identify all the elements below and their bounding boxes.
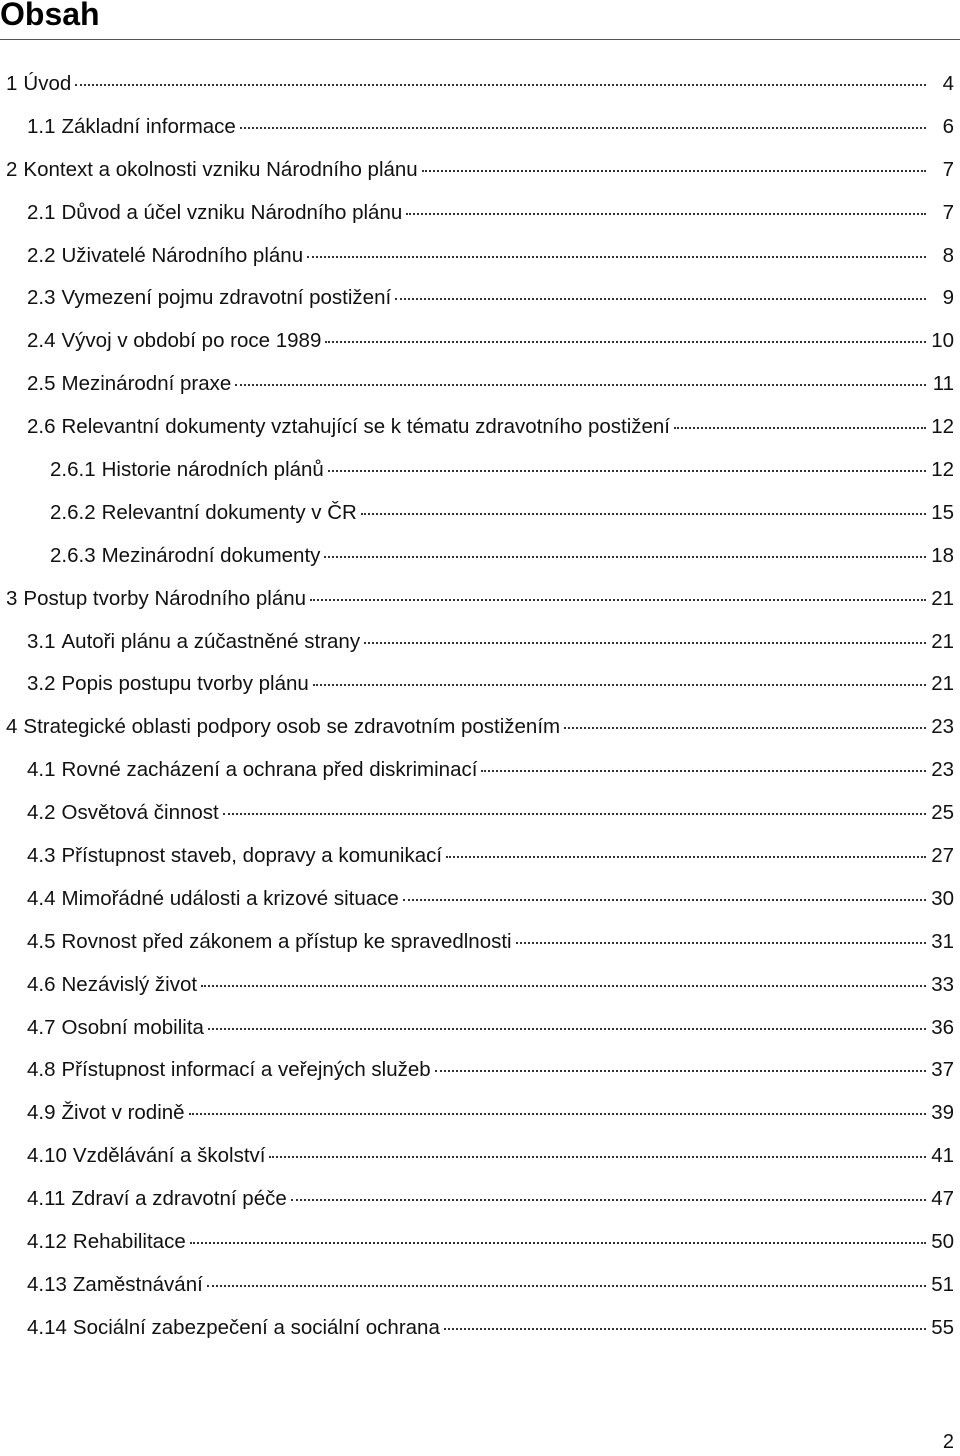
- toc-dot-leader: [564, 726, 926, 729]
- toc-entry[interactable]: [0, 406, 960, 449]
- toc-entry[interactable]: [0, 235, 960, 278]
- toc-entry-page: 12: [931, 458, 954, 482]
- toc-entry-page: 6: [942, 114, 954, 138]
- toc-entry-page: 23: [931, 758, 954, 782]
- toc-dot-leader: [422, 169, 926, 172]
- toc-entry-title: Život v rodině: [61, 1101, 185, 1125]
- toc-entry[interactable]: [0, 749, 960, 792]
- toc-entry-page: 11: [932, 372, 954, 396]
- toc-entry[interactable]: [0, 149, 960, 192]
- toc-entry-page: 21: [931, 672, 954, 696]
- toc-entry[interactable]: [0, 578, 960, 621]
- toc-entry-title: Kontext a okolnosti vzniku Národního plánu: [23, 157, 418, 181]
- toc-dot-leader: [240, 126, 926, 129]
- toc-entry-title: Úvod: [23, 72, 72, 95]
- toc-entry[interactable]: [0, 1007, 960, 1050]
- toc-dot-leader: [269, 1155, 926, 1158]
- toc-entry-title: Mezinárodní dokumenty: [101, 543, 321, 567]
- toc-entry-page: 21: [931, 586, 954, 610]
- toc-entry[interactable]: [0, 535, 960, 578]
- toc-entry-page: 9: [942, 286, 954, 310]
- toc-entry-number: 4.3: [27, 844, 56, 868]
- toc-entry[interactable]: [0, 1135, 960, 1178]
- toc-entry-number: 4.4: [27, 886, 56, 910]
- toc-entry[interactable]: [0, 192, 960, 235]
- toc-entry-number: 2.4: [27, 329, 56, 353]
- toc-entry[interactable]: [0, 1307, 960, 1350]
- toc-entry-number: 3.1: [27, 629, 56, 653]
- toc-entry-title: Zdraví a zdravotní péče: [71, 1187, 287, 1211]
- toc-dot-leader: [516, 941, 926, 944]
- toc-entry-number: 2.6.2: [50, 500, 96, 524]
- toc-entry-number: 2.6.1: [50, 458, 96, 482]
- toc-entry-page: 39: [931, 1101, 954, 1125]
- toc-entry-page: 37: [931, 1058, 954, 1082]
- toc-entry[interactable]: [0, 1092, 960, 1135]
- toc-dot-leader: [223, 812, 926, 815]
- toc-entry-title: Mimořádné události a krizové situace: [61, 886, 399, 910]
- toc-entry-title: Rovné zacházení a ochrana před diskriminací: [61, 758, 478, 782]
- toc-entry-title: Vzdělávání a školství: [72, 1144, 266, 1168]
- toc-entry-title: Sociální zabezpečení a sociální ochrana: [72, 1315, 440, 1339]
- toc-entry-page: 33: [931, 972, 954, 996]
- toc-entry-page: 31: [931, 929, 954, 953]
- toc-entry-page: 30: [931, 886, 954, 910]
- toc-entry[interactable]: [0, 921, 960, 964]
- toc-dot-leader: [201, 984, 926, 987]
- toc-entry-title: Přístupnost staveb, dopravy a komunikací: [61, 844, 443, 868]
- toc-dot-leader: [310, 598, 926, 601]
- toc-entry-title: Nezávislý život: [61, 972, 198, 996]
- toc-entry-page: 47: [931, 1187, 954, 1211]
- toc-entry-title: Relevantní dokumenty vztahující se k tématu zdravotního postižení: [61, 415, 670, 439]
- toc-entry-title: Zaměstnávání: [72, 1272, 203, 1296]
- toc-dot-leader: [190, 1241, 926, 1244]
- toc-entry-page: 7: [942, 200, 954, 224]
- toc-entry[interactable]: [0, 964, 960, 1007]
- toc-entry-title: Strategické oblasti podpory osob se zdravotním postižením: [23, 715, 561, 739]
- toc-entry-page: 23: [931, 715, 954, 739]
- toc-entry[interactable]: [0, 621, 960, 664]
- toc-entry-title: Osobní mobilita: [61, 1015, 204, 1039]
- toc-entry-number: 4.10: [27, 1144, 67, 1168]
- toc-entry-page: 27: [931, 844, 954, 868]
- toc-dot-leader: [189, 1112, 926, 1115]
- toc-entry-number: 2.1: [27, 200, 56, 224]
- toc-entry-page: 12: [931, 415, 954, 439]
- toc-entry[interactable]: [0, 363, 960, 406]
- toc-entry-title: Uživatelé Národního plánu: [61, 243, 304, 267]
- toc-entry-number: 4.9: [27, 1101, 56, 1125]
- toc-entry-title: Přístupnost informací a veřejných služeb: [61, 1058, 431, 1082]
- toc-entry[interactable]: [0, 492, 960, 535]
- toc-dot-leader: [207, 1284, 926, 1287]
- toc-entry[interactable]: [0, 835, 960, 878]
- toc-entry-page: 10: [931, 329, 954, 353]
- toc-entry-title: Osvětová činnost: [61, 801, 219, 825]
- toc-entry-number: 2.6: [27, 415, 56, 439]
- toc-dot-leader: [325, 340, 926, 343]
- toc-entry-title: Důvod a účel vzniku Národního plánu: [61, 200, 403, 224]
- toc-entry-number: 4.12: [27, 1230, 67, 1254]
- toc-entry-number: 4.8: [27, 1058, 56, 1082]
- toc-dot-leader: [313, 683, 926, 686]
- toc-entry[interactable]: [0, 277, 960, 320]
- toc-dot-leader: [75, 83, 926, 86]
- toc-entry-number: 4.5: [27, 929, 56, 953]
- toc-entry-title: Popis postupu tvorby plánu: [61, 672, 309, 696]
- toc-entry-page: 50: [931, 1230, 954, 1254]
- toc-dot-leader: [307, 255, 926, 258]
- toc-entry-number: 2.3: [27, 286, 56, 310]
- toc-dot-leader: [403, 898, 926, 901]
- toc-entry-title: Relevantní dokumenty v ČR: [101, 500, 357, 524]
- toc-entry-number: 1: [6, 72, 18, 95]
- toc-entry[interactable]: [0, 792, 960, 835]
- toc-entry-page: 15: [931, 500, 954, 524]
- toc-entry-number: 4.13: [27, 1272, 67, 1296]
- toc-entry-page: 25: [931, 801, 954, 825]
- page-title: Obsah: [0, 0, 100, 32]
- toc-entry[interactable]: [0, 663, 960, 706]
- toc-entry-title: Vymezení pojmu zdravotní postižení: [61, 286, 392, 310]
- toc-entry[interactable]: [0, 706, 960, 749]
- toc-entry[interactable]: [0, 1221, 960, 1264]
- toc-entry[interactable]: [0, 106, 960, 149]
- toc-entry-title: Historie národních plánů: [101, 458, 324, 482]
- toc-entry[interactable]: [0, 449, 960, 492]
- toc-entry-title: Rehabilitace: [72, 1230, 186, 1254]
- toc-entry-page: 21: [931, 629, 954, 653]
- toc-entry-page: 8: [942, 243, 954, 267]
- toc-dot-leader: [444, 1327, 926, 1330]
- toc-entry-number: 2.5: [27, 372, 56, 396]
- toc-entry-page: 4: [942, 72, 954, 95]
- toc-entry-page: 36: [931, 1015, 954, 1039]
- toc-dot-leader: [481, 769, 926, 772]
- toc-entry-title: Mezinárodní praxe: [61, 372, 232, 396]
- toc-entry-title: Autoři plánu a zúčastněné strany: [61, 629, 361, 653]
- toc-entry-page: 51: [931, 1272, 954, 1296]
- toc-entry-page: 18: [931, 543, 954, 567]
- toc-entry-number: 2.6.3: [50, 543, 96, 567]
- toc-entry-title: Postup tvorby Národního plánu: [23, 586, 307, 610]
- toc-entry[interactable]: [0, 1178, 960, 1221]
- toc-dot-leader: [395, 297, 926, 300]
- toc-entry[interactable]: [0, 878, 960, 921]
- toc-entry[interactable]: [0, 320, 960, 363]
- toc-dot-leader: [361, 512, 926, 515]
- toc-dot-leader: [406, 212, 926, 215]
- toc-entry-page: 7: [942, 157, 954, 181]
- toc-entry-number: 2: [6, 157, 18, 181]
- toc-entry[interactable]: [0, 63, 960, 106]
- toc-entry-number: 4.6: [27, 972, 56, 996]
- toc-entry-number: 1.1: [27, 114, 56, 138]
- toc-dot-leader: [435, 1069, 926, 1072]
- toc-entry-page: 41: [931, 1144, 954, 1168]
- toc-entry-number: 4.11: [27, 1187, 66, 1211]
- toc-entry-number: 3.2: [27, 672, 56, 696]
- toc-dot-leader: [674, 426, 926, 429]
- toc-dot-leader: [324, 555, 926, 558]
- toc-dot-leader: [364, 641, 926, 644]
- toc-dot-leader: [328, 469, 926, 472]
- table-of-contents: [0, 63, 960, 1350]
- toc-dot-leader: [291, 1198, 926, 1201]
- toc-entry-number: 4.2: [27, 801, 56, 825]
- toc-entry-number: 4.14: [27, 1315, 67, 1339]
- toc-entry-number: 2.2: [27, 243, 56, 267]
- toc-entry-number: 4: [6, 715, 18, 739]
- toc-entry-number: 4.1: [27, 758, 56, 782]
- toc-entry[interactable]: [0, 1049, 960, 1092]
- toc-dot-leader: [208, 1027, 926, 1030]
- page-number: 2: [942, 1431, 954, 1453]
- toc-entry-number: 3: [6, 586, 18, 610]
- toc-entry-number: 4.7: [27, 1015, 56, 1039]
- toc-entry-title: Základní informace: [61, 114, 236, 138]
- toc-entry-page: 55: [931, 1315, 954, 1339]
- toc-entry-title: Vývoj v období po roce 1989: [61, 329, 322, 353]
- toc-entry-title: Rovnost před zákonem a přístup ke spravedlnosti: [61, 929, 512, 953]
- title-divider: [0, 39, 960, 40]
- toc-entry[interactable]: [0, 1264, 960, 1307]
- toc-dot-leader: [446, 855, 926, 858]
- toc-dot-leader: [235, 383, 926, 386]
